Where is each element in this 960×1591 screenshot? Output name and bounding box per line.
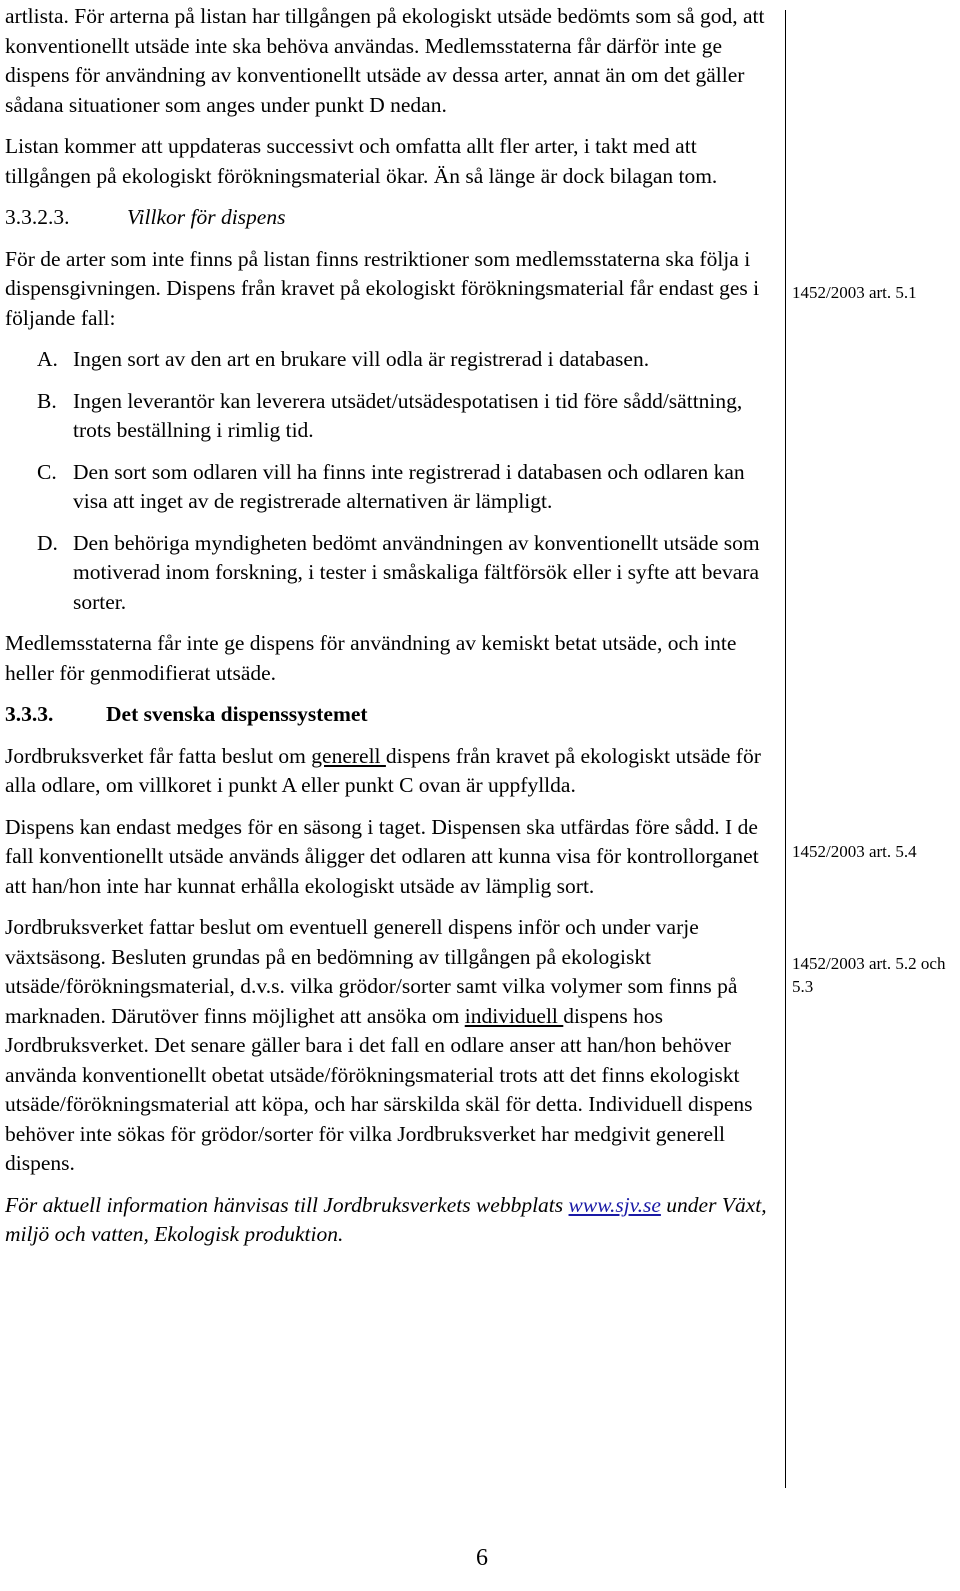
list-item-letter: D. (37, 530, 58, 555)
paragraph-season: Dispens kan endast medges för en säsong i taget. Dispensen ska utfärdas före sådd. I de fall konventionellt utsäde används åligger det odlaren att kunna visa för kontrollorganet att han/hon inte har kunnat erhålla ekologiskt utsäde av lämplig sort. (5, 814, 759, 898)
paragraph-text: För aktuell information hänvisas till Jordbruksverkets webbplats (5, 1192, 569, 1217)
underlined-term: individuell (464, 1003, 564, 1028)
section-number: 3.3.3. (5, 702, 54, 726)
paragraph-intro: artlista. För arterna på listan har tillgången på ekologiskt utsäde bedömts som så god, att konventionellt utsäde inte ska behöva användas. Medlemsstaterna får därför inte ge dispens för användning av konventionellt utsäde av dessa arter, annat än om det gäller sådana situationer som anges under punkt D nedan. (5, 4, 765, 117)
list-item-letter: A. (37, 347, 58, 371)
subsection-number: 3.3.2.3. (5, 205, 70, 229)
list-item-letter: C. (37, 459, 57, 484)
underlined-term: generell (311, 743, 386, 768)
list-item-text: Ingen sort av den art en brukare vill odla är registrerad i databasen. (73, 347, 650, 371)
list-item-d (5, 529, 783, 618)
section-heading (5, 700, 783, 730)
list-item-text: Ingen leverantör kan leverera utsädet/utsädespotatisen i tid före sådd/sättning, trots beställning i rimlig tid. (73, 388, 743, 442)
margin-reference: 1452/2003 art. 5.2 och 5.3 (792, 954, 946, 996)
paragraph-text: dispens hos Jordbruksverket. Det senare gäller bara i det fall en odlare anser att han/hon behöver använda konventionellt obetat utsäde/förökningsmaterial trots att det finns ekologiskt utsäde/förökningsmaterial att köpa, och har särskilda skäl för detta. Individuell dispens behöver inte sökas för grödor/sorter för vilka Jordbruksverket har medgivit generell dispens. (5, 1003, 753, 1175)
subsection-title: Villkor för dispens (127, 205, 286, 229)
list-item-letter: B. (37, 388, 57, 413)
margin-divider (785, 10, 786, 1488)
paragraph-info (5, 1191, 783, 1250)
paragraph-conditions: För de arter som inte finns på listan finns restriktioner som medlemsstaterna ska följa i dispensgivningen. Dispens från kravet på ekologiskt förökningsmaterial får endast ges i följande fall: (5, 246, 760, 330)
document-body (5, 0, 783, 1250)
paragraph-text: dispens från kravet på ekologiskt utsäde för alla odlare, om villkoret i punkt A eller punkt C ovan är uppfyllda. (5, 743, 761, 797)
list-item-text: Den behöriga myndigheten bedömt användningen av konventionellt utsäde som motiverad inom forskning, i tester i småskaliga fältförsök eller i syfte att bevara sorter. (73, 530, 760, 614)
page-number: 6 (476, 1545, 488, 1571)
paragraph-decision (5, 913, 783, 1179)
paragraph-text: under Växt, miljö och vatten, Ekologisk produktion. (5, 1192, 767, 1246)
list-item-b (5, 387, 783, 446)
paragraph-list-update: Listan kommer att uppdateras successivt och omfatta allt fler arter, i takt med att tillgången på ekologiskt förökningsmaterial ökar. Än så länge är dock bilagan tom. (5, 134, 718, 188)
list-item-a (5, 345, 783, 375)
list-item-c (5, 458, 783, 517)
margin-reference: 1452/2003 art. 5.1 (792, 283, 917, 302)
subsection-heading (5, 203, 783, 233)
website-link[interactable]: www.sjv.se (568, 1192, 661, 1217)
section-title: Det svenska dispenssystemet (106, 702, 368, 726)
paragraph-text: Jordbruksverket får fatta beslut om (5, 743, 312, 768)
margin-reference: 1452/2003 art. 5.4 (792, 842, 917, 861)
paragraph-no-dispens: Medlemsstaterna får inte ge dispens för användning av kemiskt betat utsäde, och inte heller för genmodifierat utsäde. (5, 631, 737, 685)
list-item-text: Den sort som odlaren vill ha finns inte registrerad i databasen och odlaren kan visa att inget av de registrerade alternativen är lämpligt. (73, 459, 745, 513)
paragraph-general-dispens (5, 742, 783, 801)
paragraph-text: Jordbruksverket fattar beslut om eventuell generell dispens inför och under varje växtsäsong. Besluten grundas på en bedömning av tillgången på ekologiskt utsäde/förökningsmaterial, d.v.s. vilka grödor/sorter samt vilka volymer som finns på marknaden. Därutöver finns möjlighet att ansöka om (5, 915, 738, 1028)
